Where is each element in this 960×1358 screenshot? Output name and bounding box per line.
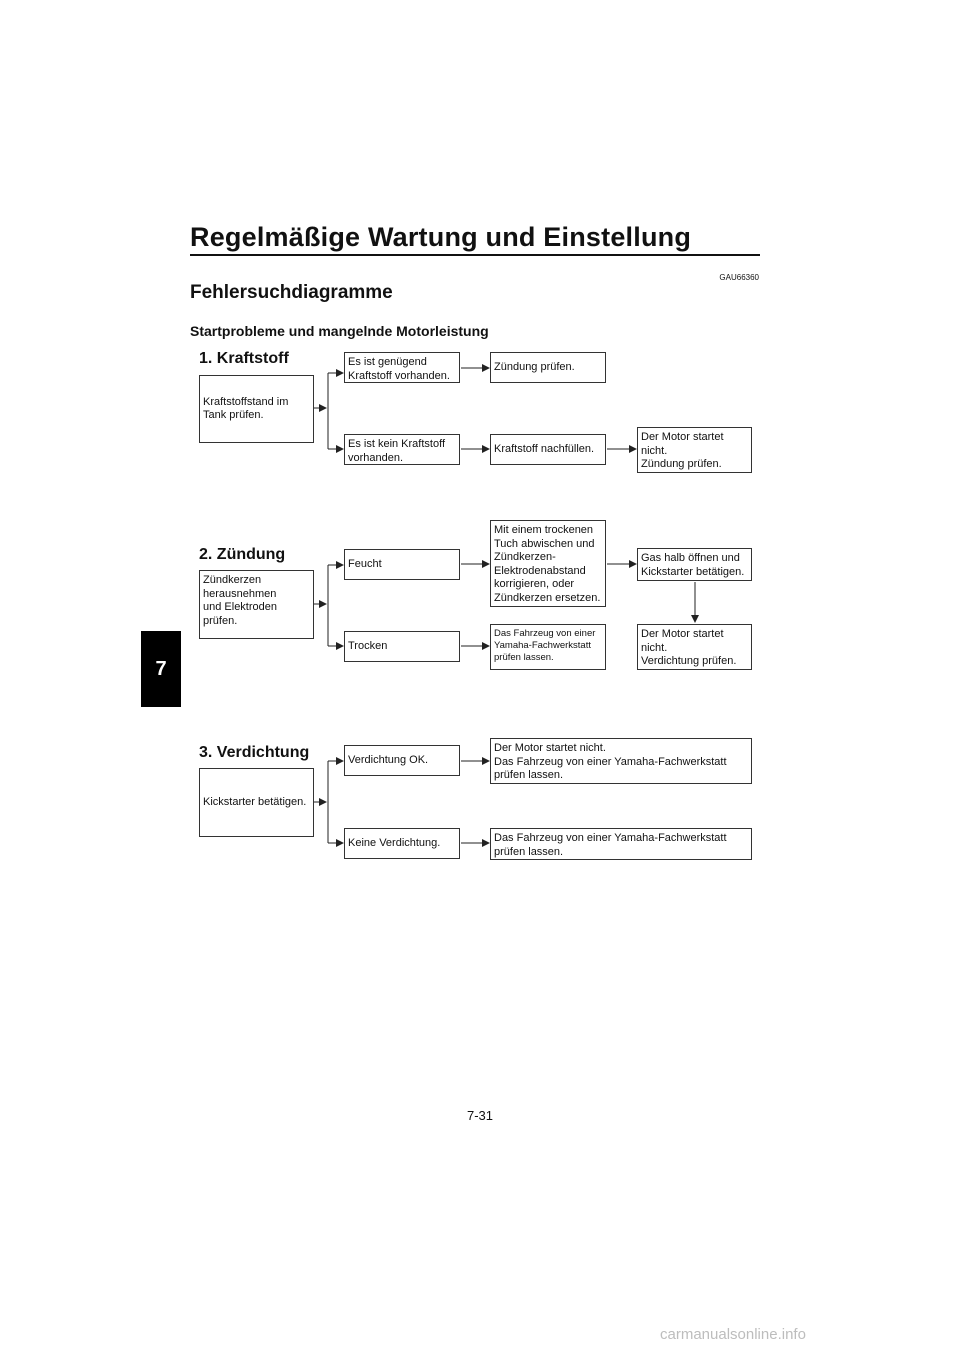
ignition-kickstart-box: Gas halb öffnen und Kickstarter betätigen.	[637, 548, 752, 581]
section-code: GAU66360	[719, 273, 759, 282]
fuel-group-title: 1. Kraftstoff	[199, 350, 289, 367]
ignition-dry-box: Trocken	[344, 631, 460, 662]
section-title: Fehlersuchdiagramme	[190, 282, 393, 303]
page-title: Regelmäßige Wartung und Einstellung	[190, 222, 692, 252]
compression-group-title: 3. Verdichtung	[199, 744, 310, 761]
chapter-tab: 7	[141, 631, 181, 707]
fuel-refill-box: Kraftstoff nachfüllen.	[490, 434, 606, 465]
ignition-workshop-box: Das Fahrzeug von einer Yamaha-Fachwerkstatt prüfen lassen.	[490, 624, 606, 670]
watermark: carmanualsonline.info	[660, 1326, 806, 1343]
fuel-empty-box: Es ist kein Kraftstoff vorhanden.	[344, 434, 460, 465]
fuel-sufficient-box: Es ist genügend Kraftstoff vorhanden.	[344, 352, 460, 383]
compression-none-result-box: Das Fahrzeug von einer Yamaha-Fachwerkstatt prüfen lassen.	[490, 828, 752, 860]
ignition-clean-plugs-box: Mit einem trockenen Tuch abwischen und Zündkerzen- Elektrodenabstand korrigieren, oder Zündkerzen ersetzen.	[490, 520, 606, 607]
compression-ok-result-box: Der Motor startet nicht. Das Fahrzeug von einer Yamaha-Fachwerkstatt prüfen lassen.	[490, 738, 752, 784]
ignition-wet-box: Feucht	[344, 549, 460, 580]
compression-none-box: Keine Verdichtung.	[344, 828, 460, 859]
compression-ok-box: Verdichtung OK.	[344, 745, 460, 776]
subsection-title: Startprobleme und mangelnde Motorleistung	[190, 323, 489, 339]
page-number: 7-31	[466, 1108, 494, 1123]
ignition-result-box: Der Motor startet nicht. Verdichtung prüfen.	[637, 624, 752, 670]
fuel-check-box: Kraftstoffstand im Tank prüfen.	[199, 375, 314, 443]
ignition-check-box: Zündkerzen herausnehmen und Elektroden prüfen.	[199, 570, 314, 639]
fuel-result-box: Der Motor startet nicht. Zündung prüfen.	[637, 427, 752, 473]
compression-check-box: Kickstarter betätigen.	[199, 768, 314, 837]
fuel-check-ignition-box: Zündung prüfen.	[490, 352, 606, 383]
ignition-group-title: 2. Zündung	[199, 546, 286, 563]
